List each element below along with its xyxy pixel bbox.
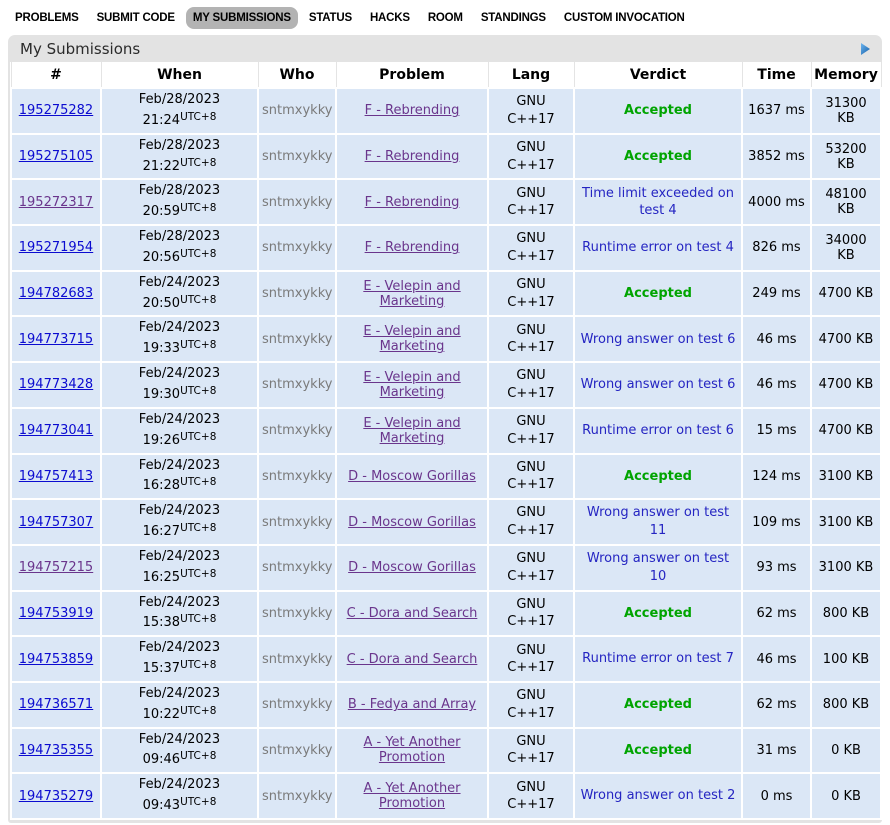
section-title: My Submissions xyxy=(20,39,141,58)
problem-link[interactable]: F - Rebrending xyxy=(364,149,460,165)
submission-memory: 0 KB xyxy=(811,728,881,774)
submission-time: 46 ms xyxy=(742,362,811,408)
nav-item-my-submissions[interactable]: MY SUBMISSIONS xyxy=(186,7,298,29)
submission-when: Feb/28/2023 $20:59^{UTC+8}$ xyxy=(101,179,258,225)
submission-when: Feb/24/2023 $16:27^{UTC+8}$ xyxy=(101,499,258,545)
col-header-problem: Problem xyxy=(336,62,488,88)
submission-time: 62 ms xyxy=(742,682,811,728)
submission-memory: 3100 KB xyxy=(811,545,881,591)
nav-item-room[interactable]: ROOM xyxy=(427,12,463,24)
submission-lang: GNU C++17 xyxy=(507,733,555,767)
nav-item-hacks[interactable]: HACKS xyxy=(369,12,410,24)
submission-row xyxy=(11,682,881,728)
submission-time: 249 ms xyxy=(742,271,811,317)
submissions-datatable xyxy=(8,35,882,823)
verdict-text: Accepted xyxy=(624,468,692,484)
submission-author: sntmxykky xyxy=(258,179,336,225)
submission-when: Feb/24/2023 $16:25^{UTC+8}$ xyxy=(101,545,258,591)
verdict-text: Wrong answer on test 10 xyxy=(586,551,730,584)
submission-when: Feb/24/2023 $15:38^{UTC+8}$ xyxy=(101,591,258,637)
submission-when: Feb/24/2023 $15:37^{UTC+8}$ xyxy=(101,636,258,682)
submission-time: 1637 ms xyxy=(742,88,811,134)
problem-link[interactable]: E - Velepin and Marketing xyxy=(363,369,461,400)
verdict-text: Accepted xyxy=(624,605,692,621)
col-header-who: Who xyxy=(258,62,336,88)
col-header-id: # xyxy=(11,62,101,88)
submission-lang: GNU C++17 xyxy=(507,505,555,539)
submission-row xyxy=(11,88,881,134)
datatable-caption xyxy=(10,35,880,62)
col-header-verdict: Verdict xyxy=(574,62,742,88)
submission-row xyxy=(11,408,881,454)
submission-when: Feb/24/2023 $20:50^{UTC+8}$ xyxy=(101,271,258,317)
submission-memory: 3100 KB xyxy=(811,454,881,500)
submission-id-link[interactable]: 194736571 xyxy=(18,697,94,713)
submission-author: sntmxykky xyxy=(258,499,336,545)
submission-memory: 800 KB xyxy=(811,682,881,728)
verdict-text: Runtime error on test 6 xyxy=(582,422,734,438)
submission-id-link[interactable]: 194782683 xyxy=(18,286,94,302)
play-right-triangle-icon[interactable] xyxy=(860,42,871,56)
submission-row xyxy=(11,179,881,225)
submission-lang: GNU C++17 xyxy=(507,551,555,584)
problem-link[interactable]: F - Rebrending xyxy=(364,103,460,119)
submission-row xyxy=(11,271,881,317)
submission-lang: GNU C++17 xyxy=(507,642,555,676)
submission-memory: 48100 KB xyxy=(811,179,881,225)
verdict-text: Runtime error on test 7 xyxy=(582,651,734,667)
problem-link[interactable]: D - Moscow Gorillas xyxy=(348,468,476,484)
problem-link[interactable]: E - Velepin and Marketing xyxy=(363,278,461,309)
submission-row xyxy=(11,773,881,819)
submission-when: Feb/24/2023 $09:43^{UTC+8}$ xyxy=(101,773,258,819)
submission-id-link[interactable]: 194757215 xyxy=(18,560,94,576)
submission-id-link[interactable]: 194757413 xyxy=(18,468,94,484)
submission-time: 31 ms xyxy=(742,728,811,774)
submission-row xyxy=(11,225,881,271)
verdict-text: Wrong answer on test 6 xyxy=(580,377,736,393)
nav-item-problems[interactable]: PROBLEMS xyxy=(15,12,79,24)
submission-author: sntmxykky xyxy=(258,545,336,591)
submission-memory: 34000 KB xyxy=(811,225,881,271)
submission-id-link[interactable]: 194735279 xyxy=(18,788,94,804)
submission-time: 46 ms xyxy=(742,316,811,362)
col-header-memory: Memory xyxy=(811,62,881,88)
submission-time: 15 ms xyxy=(742,408,811,454)
submission-memory: 4700 KB xyxy=(811,362,881,408)
submission-lang: GNU C++17 xyxy=(507,596,555,630)
nav-item-standings[interactable]: STANDINGS xyxy=(480,12,546,24)
submission-lang: GNU C++17 xyxy=(507,277,555,310)
submission-row xyxy=(11,636,881,682)
submission-row xyxy=(11,134,881,180)
submission-time: 826 ms xyxy=(742,225,811,271)
verdict-text: Accepted xyxy=(624,742,692,758)
submission-id-link[interactable]: 194735355 xyxy=(18,742,94,758)
submission-author: sntmxykky xyxy=(258,728,336,774)
submission-row xyxy=(11,316,881,362)
nav-item-submit-code[interactable]: SUBMIT CODE xyxy=(96,12,175,24)
problem-link[interactable]: C - Dora and Search xyxy=(346,651,478,667)
submission-time: 109 ms xyxy=(742,499,811,545)
submission-when: Feb/24/2023 $10:22^{UTC+8}$ xyxy=(101,682,258,728)
submission-memory: 4700 KB xyxy=(811,316,881,362)
problem-link[interactable]: B - Fedya and Array xyxy=(347,697,477,713)
submission-row xyxy=(11,454,881,500)
submission-memory: 0 KB xyxy=(811,773,881,819)
problem-link[interactable]: C - Dora and Search xyxy=(346,605,478,621)
submission-row xyxy=(11,362,881,408)
submission-row xyxy=(11,545,881,591)
submission-lang: GNU C++17 xyxy=(507,94,555,127)
submission-time: 93 ms xyxy=(742,545,811,591)
problem-link[interactable]: F - Rebrending xyxy=(364,194,460,210)
submission-time: 3852 ms xyxy=(742,134,811,180)
submission-lang: GNU C++17 xyxy=(507,139,555,173)
submission-lang: GNU C++17 xyxy=(507,368,555,401)
submission-lang: GNU C++17 xyxy=(507,185,555,219)
submission-author: sntmxykky xyxy=(258,362,336,408)
submission-when: Feb/28/2023 $20:56^{UTC+8}$ xyxy=(101,225,258,271)
verdict-text: Accepted xyxy=(624,103,692,119)
submission-id-link[interactable]: 194773428 xyxy=(18,377,94,393)
contest-nav xyxy=(0,0,890,35)
problem-link[interactable]: A - Yet Another Promotion xyxy=(363,781,461,812)
verdict-text: Wrong answer on test 6 xyxy=(580,331,736,347)
submission-memory: 800 KB xyxy=(811,591,881,637)
submission-author: sntmxykky xyxy=(258,134,336,180)
verdict-text: Wrong answer on test 11 xyxy=(586,505,730,539)
submission-time: 124 ms xyxy=(742,454,811,500)
nav-item-status[interactable]: STATUS xyxy=(308,12,352,24)
verdict-text: Runtime error on test 4 xyxy=(582,240,734,256)
submission-id-link[interactable]: 195272317 xyxy=(18,194,94,210)
submission-author: sntmxykky xyxy=(258,636,336,682)
submission-when: Feb/28/2023 $21:24^{UTC+8}$ xyxy=(101,88,258,134)
submission-id-link[interactable]: 194773715 xyxy=(18,331,94,347)
problem-link[interactable]: A - Yet Another Promotion xyxy=(363,735,461,766)
submission-memory: 4700 KB xyxy=(811,271,881,317)
submission-memory: 3100 KB xyxy=(811,499,881,545)
submission-when: Feb/24/2023 $09:46^{UTC+8}$ xyxy=(101,728,258,774)
submission-author: sntmxykky xyxy=(258,591,336,637)
submission-id-link[interactable]: 194753859 xyxy=(18,651,94,667)
submission-author: sntmxykky xyxy=(258,773,336,819)
submission-when: Feb/24/2023 $19:26^{UTC+8}$ xyxy=(101,408,258,454)
submission-when: Feb/28/2023 $21:22^{UTC+8}$ xyxy=(101,134,258,180)
submission-memory: 31300 KB xyxy=(811,88,881,134)
problem-link[interactable]: E - Velepin and Marketing xyxy=(363,324,461,355)
submission-author: sntmxykky xyxy=(258,271,336,317)
submission-id-link[interactable]: 195271954 xyxy=(18,240,94,256)
problem-link[interactable]: E - Velepin and Marketing xyxy=(363,415,461,446)
submission-memory: 53200 KB xyxy=(811,134,881,180)
submission-lang: GNU C++17 xyxy=(507,414,555,447)
submissions-table xyxy=(10,62,882,820)
submission-row xyxy=(11,728,881,774)
submission-id-link[interactable]: 194753919 xyxy=(18,605,94,621)
submission-when: Feb/24/2023 $19:33^{UTC+8}$ xyxy=(101,316,258,362)
table-header-row xyxy=(11,62,881,88)
submission-lang: GNU C++17 xyxy=(507,459,555,493)
submission-lang: GNU C++17 xyxy=(507,779,555,813)
submission-id-link[interactable]: 194757307 xyxy=(18,514,94,530)
nav-item-custom-invocation[interactable]: CUSTOM INVOCATION xyxy=(563,12,685,24)
submission-memory: 4700 KB xyxy=(811,408,881,454)
submission-time: 0 ms xyxy=(742,773,811,819)
col-header-when: When xyxy=(101,62,258,88)
submission-lang: GNU C++17 xyxy=(507,688,555,721)
col-header-time: Time xyxy=(742,62,811,88)
submission-row xyxy=(11,499,881,545)
col-header-lang: Lang xyxy=(488,62,574,88)
submission-time: 4000 ms xyxy=(742,179,811,225)
submission-when: Feb/24/2023 $19:30^{UTC+8}$ xyxy=(101,362,258,408)
problem-link[interactable]: D - Moscow Gorillas xyxy=(348,514,476,530)
verdict-text: Time limit exceeded on test 4 xyxy=(582,185,734,219)
submission-id-link[interactable]: 195275282 xyxy=(18,103,94,119)
verdict-text: Accepted xyxy=(624,285,692,301)
submission-time: 62 ms xyxy=(742,591,811,637)
submission-lang: GNU C++17 xyxy=(507,322,555,356)
submission-id-link[interactable]: 195275105 xyxy=(18,149,94,165)
submission-row xyxy=(11,591,881,637)
problem-link[interactable]: F - Rebrending xyxy=(364,240,460,256)
submission-author: sntmxykky xyxy=(258,316,336,362)
submission-author: sntmxykky xyxy=(258,225,336,271)
problem-link[interactable]: D - Moscow Gorillas xyxy=(348,560,476,576)
submission-when: Feb/24/2023 $16:28^{UTC+8}$ xyxy=(101,454,258,500)
submission-author: sntmxykky xyxy=(258,88,336,134)
submission-author: sntmxykky xyxy=(258,408,336,454)
submission-author: sntmxykky xyxy=(258,454,336,500)
verdict-text: Accepted xyxy=(624,148,692,164)
verdict-text: Accepted xyxy=(624,697,692,712)
verdict-text: Wrong answer on test 2 xyxy=(580,788,736,804)
submission-id-link[interactable]: 194773041 xyxy=(18,423,94,439)
submission-memory: 100 KB xyxy=(811,636,881,682)
submission-author: sntmxykky xyxy=(258,682,336,728)
submission-time: 46 ms xyxy=(742,636,811,682)
submission-lang: GNU C++17 xyxy=(507,231,555,264)
